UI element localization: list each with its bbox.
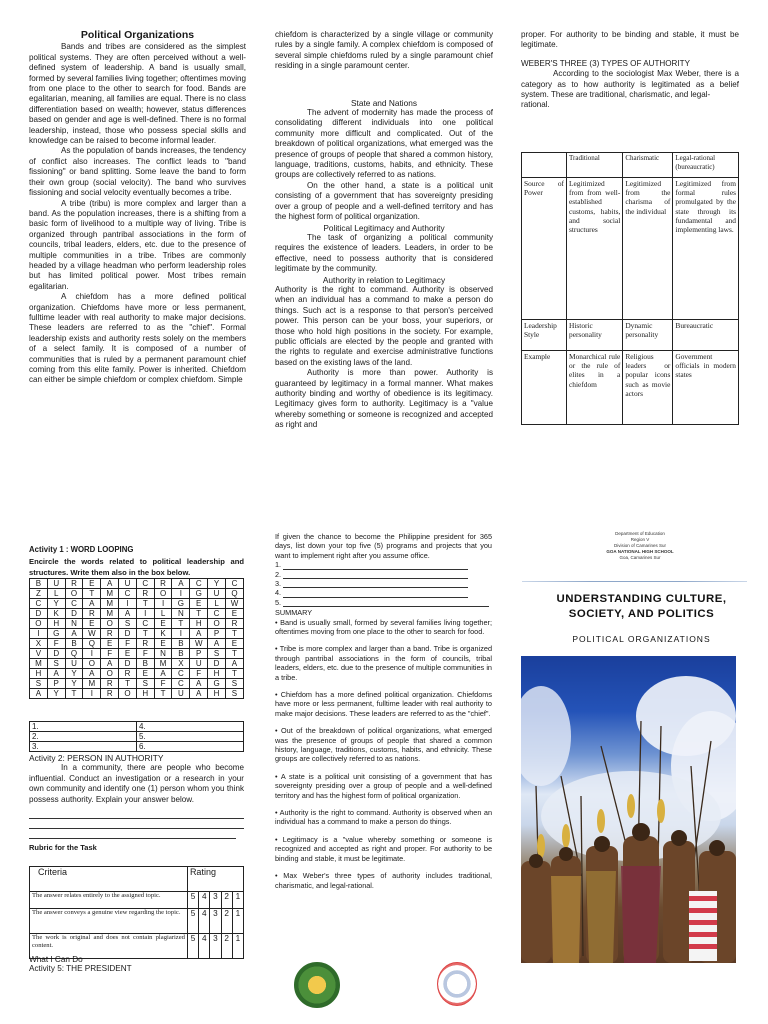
grid-letter-cell[interactable]: D bbox=[30, 609, 48, 619]
paragraph-fissioning: As the population of bands increases, the tendency of conflict also increases. The conflict leads to "band fissioning" or band splitting. Some leave the band to form their own group (social velocity). The band who survives fissioning and social velocity eventually becomes a tribe. bbox=[29, 146, 246, 198]
rubric-criterion: The answer conveys a genuine view regarding the topic. bbox=[30, 909, 188, 934]
grid-letter-cell[interactable]: T bbox=[225, 649, 243, 659]
rating-option[interactable]: 2 bbox=[221, 892, 232, 909]
grid-letter-cell[interactable]: T bbox=[190, 609, 208, 619]
table-header-cell: Traditional bbox=[567, 153, 623, 178]
grid-letter-cell[interactable]: B bbox=[65, 639, 83, 649]
grid-letter-cell[interactable]: Y bbox=[65, 669, 83, 679]
grid-letter-cell[interactable]: R bbox=[101, 689, 119, 699]
rating-option[interactable]: 3 bbox=[210, 892, 221, 909]
grid-letter-cell[interactable]: E bbox=[154, 619, 172, 629]
grid-row bbox=[30, 579, 244, 589]
grid-letter-cell[interactable]: H bbox=[47, 619, 65, 629]
grid-letter-cell[interactable]: Q bbox=[225, 589, 243, 599]
program-line[interactable] bbox=[275, 570, 492, 579]
rating-option[interactable]: 1 bbox=[232, 892, 243, 909]
table-cell: Example bbox=[522, 351, 567, 425]
paragraph-weber-intro: According to the sociologist Max Weber, there is a category as to how authority is legitimated as a belief system. These are traditional, charismatic, and legal- bbox=[521, 69, 739, 100]
summary-bullet: • A state is a political unit consisting of a government that has sovereignty presiding over a group of people and a well-defined territory and has the highest form of political organization. bbox=[275, 771, 492, 800]
rating-option[interactable]: 4 bbox=[199, 909, 210, 934]
grid-letter-cell[interactable]: S bbox=[119, 619, 137, 629]
grid-letter-cell[interactable]: C bbox=[65, 599, 83, 609]
program-line-number: 5. bbox=[275, 597, 282, 607]
grid-letter-cell[interactable]: D bbox=[47, 649, 65, 659]
word-search-grid[interactable] bbox=[29, 578, 244, 699]
grid-letter-cell[interactable]: S bbox=[30, 679, 48, 689]
grid-letter-cell[interactable]: F bbox=[190, 669, 208, 679]
table-row bbox=[522, 320, 739, 351]
school-seal-logo-icon bbox=[437, 962, 477, 1006]
paragraph-legitimacy: The task of organizing a political community requires the existence of leaders. Leaders, in order to be effective, need to possess authority that is considered legitimate by the community. bbox=[275, 232, 493, 274]
cover-subtitle: POLITICAL ORGANIZATIONS bbox=[572, 634, 711, 644]
grid-letter-cell[interactable]: R bbox=[225, 619, 243, 629]
grid-letter-cell[interactable]: A bbox=[190, 689, 208, 699]
grid-letter-cell[interactable]: U bbox=[208, 589, 226, 599]
table-cell: Historic personality bbox=[567, 320, 623, 351]
grid-letter-cell[interactable]: H bbox=[208, 669, 226, 679]
grid-letter-cell[interactable]: C bbox=[30, 599, 48, 609]
grid-letter-cell[interactable]: U bbox=[172, 689, 190, 699]
grid-letter-cell[interactable]: N bbox=[154, 649, 172, 659]
grid-letter-cell[interactable]: R bbox=[101, 679, 119, 689]
grid-letter-cell[interactable]: A bbox=[208, 639, 226, 649]
paragraph-authority: Authority is the right to command. Authority is observed when an individual has a command to make a person do things. Such act is a response to that person's perceived power. This person can be your boss, your superiors, or those who hold high positions in the society. For example, public officials are elected by the people and granted with the rights to regulate and exercise administrative functions based on the existing laws of the land. bbox=[275, 284, 493, 367]
rating-option[interactable]: 3 bbox=[210, 909, 221, 934]
grid-letter-cell[interactable]: G bbox=[172, 599, 190, 609]
grid-row bbox=[30, 659, 244, 669]
table-header-row bbox=[522, 153, 739, 178]
what-i-can-do-heading: What I Can Do bbox=[29, 955, 83, 964]
program-line-blank[interactable] bbox=[283, 590, 468, 598]
grid-letter-cell[interactable]: S bbox=[208, 649, 226, 659]
program-line-number: 3. bbox=[275, 578, 282, 588]
paragraph-state: On the other hand, a state is a political unit consisting of a government that has sovereignty presiding over a group of people and a well-defined territory and has the highest form of political organization. bbox=[275, 180, 493, 222]
rating-option[interactable]: 4 bbox=[199, 934, 210, 959]
grid-letter-cell[interactable]: G bbox=[190, 589, 208, 599]
grid-letter-cell[interactable]: S bbox=[225, 689, 243, 699]
grid-letter-cell[interactable]: B bbox=[30, 579, 48, 589]
answer-row bbox=[30, 722, 244, 732]
table-cell: Legitimized from formal rules promulgated by the state through its fundamental and implementing laws. bbox=[673, 178, 739, 320]
grid-letter-cell[interactable]: C bbox=[225, 579, 243, 589]
grid-letter-cell[interactable]: E bbox=[119, 649, 137, 659]
cover-department: Department of Education bbox=[615, 531, 665, 536]
grid-letter-cell[interactable]: U bbox=[47, 579, 65, 589]
grid-letter-cell[interactable]: T bbox=[136, 599, 154, 609]
table-cell: Legitimized from the charisma of the individual bbox=[623, 178, 673, 320]
cover-divider bbox=[522, 581, 747, 582]
grid-row bbox=[30, 639, 244, 649]
grid-letter-cell[interactable]: M bbox=[101, 609, 119, 619]
rating-option[interactable]: 5 bbox=[187, 892, 198, 909]
activity1-header bbox=[29, 545, 244, 578]
program-line[interactable] bbox=[275, 560, 492, 569]
answer-line[interactable] bbox=[29, 819, 244, 829]
cover-title-line1: UNDERSTANDING CULTURE, bbox=[556, 593, 727, 605]
summary-bullet: • Band is usually small, formed by several families living together; oftentimes moving from one place to the other to search for food. bbox=[275, 617, 492, 636]
grid-letter-cell[interactable]: F bbox=[47, 639, 65, 649]
cover-division: Division of Camarines Sur bbox=[613, 543, 667, 548]
rating-option[interactable]: 3 bbox=[210, 934, 221, 959]
grid-letter-cell[interactable]: R bbox=[154, 579, 172, 589]
grid-letter-cell[interactable]: D bbox=[119, 659, 137, 669]
answer-line[interactable] bbox=[29, 809, 244, 819]
grid-letter-cell[interactable]: E bbox=[83, 619, 101, 629]
program-line-blank[interactable] bbox=[283, 599, 489, 607]
paragraph-legitimacy-continued: proper. For authority to be binding and stable, it must be legitimate. bbox=[521, 30, 739, 50]
rating-option[interactable]: 2 bbox=[221, 934, 232, 959]
program-line-blank[interactable] bbox=[283, 562, 468, 570]
summary-bullet: • Legitimacy is a "value whereby something or someone is recognized and accepted as right and proper. For authority to be binding and stable, it must be legitimate. bbox=[275, 834, 492, 863]
grid-letter-cell[interactable]: C bbox=[172, 679, 190, 689]
grid-letter-cell[interactable]: K bbox=[154, 629, 172, 639]
grid-letter-cell[interactable]: S bbox=[136, 679, 154, 689]
grid-letter-cell[interactable]: A bbox=[154, 669, 172, 679]
program-line-number: 1. bbox=[275, 560, 282, 570]
rubric-title: Rubric for the Task bbox=[29, 843, 97, 853]
activity2-title: Activity 2: PERSON IN AUTHORITY bbox=[29, 753, 164, 763]
grid-letter-cell[interactable]: O bbox=[65, 589, 83, 599]
grid-letter-cell[interactable]: L bbox=[47, 589, 65, 599]
grid-letter-cell[interactable]: O bbox=[208, 619, 226, 629]
grid-letter-cell[interactable]: A bbox=[190, 629, 208, 639]
grid-letter-cell[interactable]: R bbox=[119, 669, 137, 679]
rating-option[interactable]: 1 bbox=[232, 909, 243, 934]
grid-row bbox=[30, 629, 244, 639]
grid-row bbox=[30, 689, 244, 699]
grid-letter-cell[interactable]: H bbox=[190, 619, 208, 629]
grid-letter-cell[interactable]: C bbox=[172, 669, 190, 679]
grid-letter-cell[interactable]: O bbox=[101, 669, 119, 679]
deped-seal-logo-icon bbox=[294, 962, 340, 1008]
cover-title bbox=[515, 592, 768, 621]
grid-letter-cell[interactable]: A bbox=[47, 669, 65, 679]
paragraph-chiefdom: A chiefdom has a more defined political organization. Chiefdoms have more or less permanent, fulltime leader with real authority to make major decisions. These leaders are referred to as the "chief". Formal leadership exists and authority rests solely on the members of a select family. It is composed of a number of communities that is ruled by a permanent paramount chief coming from this elite family. Power is inherited. Chiefdom can either be simple chiefdom or complex chiefdom. Simple bbox=[29, 292, 246, 385]
grid-letter-cell[interactable]: T bbox=[83, 589, 101, 599]
grid-letter-cell[interactable]: P bbox=[190, 649, 208, 659]
spacer bbox=[275, 72, 493, 98]
grid-letter-cell[interactable]: E bbox=[225, 639, 243, 649]
grid-letter-cell[interactable]: Y bbox=[208, 579, 226, 589]
tribal-warriors-illustration bbox=[521, 656, 736, 963]
table-row bbox=[522, 351, 739, 425]
program-line-number: 4. bbox=[275, 588, 282, 598]
grid-letter-cell[interactable]: F bbox=[136, 649, 154, 659]
grid-letter-cell[interactable]: B bbox=[172, 649, 190, 659]
rubric-table bbox=[29, 866, 244, 959]
table-cell: Monarchical rule or the rule of elites in a chiefdom bbox=[567, 351, 623, 425]
grid-letter-cell[interactable]: E bbox=[154, 639, 172, 649]
grid-row bbox=[30, 609, 244, 619]
grid-letter-cell[interactable]: Q bbox=[83, 639, 101, 649]
activity2-section bbox=[29, 753, 244, 853]
paragraph-nations: The advent of modernity has made the process of consolidating different individuals into one political community more difficult and complicated. Out of the breakdown of political organizations, what emerged was the presence of groups of people that shared a common history, language, traditions, customs, habits, and ethnicity. These groups are collectively referred to as nations. bbox=[275, 108, 493, 180]
grid-letter-cell[interactable]: A bbox=[83, 599, 101, 609]
grid-row bbox=[30, 669, 244, 679]
grid-letter-cell[interactable]: D bbox=[119, 629, 137, 639]
what-i-can-do-section bbox=[29, 955, 244, 974]
program-line-blank[interactable] bbox=[283, 571, 468, 579]
answer-box[interactable]: 2. bbox=[30, 732, 137, 742]
activity5-title: Activity 5: THE PRESIDENT bbox=[29, 964, 132, 974]
rubric-criterion: The answer relates entirely to the assigned topic. bbox=[30, 892, 188, 909]
grid-letter-cell[interactable]: A bbox=[30, 689, 48, 699]
grid-letter-cell[interactable]: I bbox=[83, 649, 101, 659]
table-cell: Bureaucratic bbox=[673, 320, 739, 351]
summary-bullet: • Max Weber's three types of authority includes traditional, charismatic, and legal-rational. bbox=[275, 871, 492, 890]
cover-title-line2: SOCIETY, AND POLITICS bbox=[568, 607, 715, 620]
grid-row bbox=[30, 649, 244, 659]
table-header-cell: Legal-rational (bureaucratic) bbox=[673, 153, 739, 178]
grid-letter-cell[interactable]: X bbox=[172, 659, 190, 669]
grid-letter-cell[interactable]: W bbox=[225, 599, 243, 609]
grid-letter-cell[interactable]: R bbox=[136, 639, 154, 649]
cover-institution-block bbox=[575, 531, 705, 561]
table-header-cell bbox=[522, 153, 567, 178]
grid-letter-cell[interactable]: S bbox=[47, 659, 65, 669]
grid-letter-cell[interactable]: D bbox=[208, 659, 226, 669]
summary-bullet: • Tribe is more complex and larger than a band. Tribe is organized through pantribal associations in the form of councils, tribal leaders, elders, etc. due to the presence of multiple communities in a tribe. bbox=[275, 644, 492, 682]
grid-letter-cell[interactable]: A bbox=[101, 659, 119, 669]
rubric-header-criteria: Criteria bbox=[30, 867, 188, 892]
rating-option[interactable]: 5 bbox=[187, 909, 198, 934]
grid-letter-cell[interactable]: I bbox=[172, 629, 190, 639]
rating-option[interactable]: 5 bbox=[187, 934, 198, 959]
summary-bullet: • Chiefdom has a more defined political organization. Chiefdoms have more or less permanent, fulltime leader with real authority to make major decisions. These leaders are referred to as the "chief". bbox=[275, 690, 492, 718]
grid-letter-cell[interactable]: I bbox=[119, 599, 137, 609]
grid-letter-cell[interactable]: O bbox=[154, 589, 172, 599]
grid-letter-cell[interactable]: M bbox=[101, 599, 119, 609]
answer-row bbox=[30, 742, 244, 752]
grid-letter-cell[interactable]: P bbox=[47, 679, 65, 689]
cover-school-name: GOA NATIONAL HIGH SCHOOL bbox=[606, 549, 674, 554]
cover-photo-tribal-warriors bbox=[521, 656, 736, 963]
grid-letter-cell[interactable]: B bbox=[136, 659, 154, 669]
rubric-criterion: The work is original and does not contain plagiarized content. bbox=[30, 934, 188, 959]
grid-letter-cell[interactable]: A bbox=[225, 659, 243, 669]
grid-row bbox=[30, 679, 244, 689]
grid-letter-cell[interactable]: E bbox=[101, 639, 119, 649]
grid-letter-cell[interactable]: F bbox=[101, 649, 119, 659]
grid-letter-cell[interactable]: E bbox=[225, 609, 243, 619]
grid-letter-cell[interactable]: B bbox=[172, 639, 190, 649]
grid-letter-cell[interactable]: O bbox=[30, 619, 48, 629]
table-header-cell: Charismatic bbox=[623, 153, 673, 178]
paragraph-weber-intro-end: rational. bbox=[521, 100, 550, 110]
weber-authority-table bbox=[521, 152, 739, 425]
grid-letter-cell[interactable]: P bbox=[208, 629, 226, 639]
grid-letter-cell[interactable]: D bbox=[65, 609, 83, 619]
panel-state-and-authority bbox=[275, 30, 493, 431]
grid-letter-cell[interactable]: A bbox=[101, 579, 119, 589]
grid-letter-cell[interactable]: E bbox=[136, 669, 154, 679]
grid-letter-cell[interactable]: H bbox=[30, 669, 48, 679]
program-line[interactable] bbox=[275, 598, 492, 607]
grid-letter-cell[interactable]: W bbox=[190, 639, 208, 649]
president-prompt: If given the chance to become the Philippine president for 365 days, list down your top five (5) programs and projects that you want to implement right after you assume office. bbox=[275, 532, 492, 560]
grid-letter-cell[interactable]: M bbox=[30, 659, 48, 669]
cover-school-address: Goa, Camarines Sur bbox=[619, 555, 661, 560]
grid-letter-cell[interactable]: I bbox=[172, 589, 190, 599]
grid-letter-cell[interactable]: I bbox=[154, 599, 172, 609]
grid-letter-cell[interactable]: T bbox=[65, 689, 83, 699]
grid-letter-cell[interactable]: C bbox=[190, 579, 208, 589]
program-line[interactable] bbox=[275, 588, 492, 597]
cover-region: Region V bbox=[630, 537, 650, 542]
grid-letter-cell[interactable]: V bbox=[30, 649, 48, 659]
heading-weber: WEBER'S THREE (3) TYPES OF AUTHORITY bbox=[521, 58, 690, 68]
grid-letter-cell[interactable]: Y bbox=[47, 599, 65, 609]
section-title: Political Organizations bbox=[80, 29, 195, 41]
activity1-instructions: Encircle the words related to political leadership and structures. Write them also in the box below. bbox=[29, 557, 244, 577]
paragraph-chiefdom-continued: chiefdom is characterized by a single village or community rules by a single family. A complex chiefdom is composed of several simple chiefdoms ruled by a single paramount chief residing in a single paramount center. bbox=[275, 30, 493, 71]
summary-bullet: • Authority is the right to command. Authority is observed when an individual has a command to make a person do things. bbox=[275, 808, 492, 827]
grid-letter-cell[interactable]: I bbox=[30, 629, 48, 639]
paragraph-tribe: A tribe (tribu) is more complex and larger than a band. As the population increases, there is a shifting from a basic form of livelihood to a multiple way of living. Tribe is organized through pantribal associations in the form of councils, tribal leaders, elders, etc. due to the presence of multiple communities in a tribe. Tribes are commonly headed by a village headman who perform leadership roles but has limited political power. Most tribes remain egalitarian. bbox=[29, 198, 246, 291]
table-cell: Source of Power bbox=[522, 178, 567, 320]
grid-letter-cell[interactable]: R bbox=[136, 589, 154, 599]
grid-letter-cell[interactable]: R bbox=[65, 579, 83, 589]
rubric-row bbox=[30, 892, 244, 909]
panel-political-organizations bbox=[29, 30, 246, 386]
grid-letter-cell[interactable]: O bbox=[119, 689, 137, 699]
rubric-row bbox=[30, 909, 244, 934]
grid-letter-cell[interactable]: W bbox=[83, 629, 101, 639]
grid-letter-cell[interactable]: A bbox=[172, 579, 190, 589]
grid-letter-cell[interactable]: O bbox=[83, 659, 101, 669]
grid-letter-cell[interactable]: A bbox=[65, 629, 83, 639]
grid-letter-cell[interactable]: A bbox=[83, 669, 101, 679]
summary-heading: SUMMARY bbox=[275, 608, 313, 618]
rubric-header-row bbox=[30, 867, 244, 892]
heading-authority-relation: Authority in relation to Legitimacy bbox=[322, 274, 446, 285]
grid-letter-cell[interactable]: E bbox=[83, 579, 101, 589]
grid-letter-cell[interactable]: U bbox=[190, 659, 208, 669]
answer-box[interactable]: 6. bbox=[137, 742, 244, 752]
grid-letter-cell[interactable]: G bbox=[47, 629, 65, 639]
grid-letter-cell[interactable]: F bbox=[119, 639, 137, 649]
grid-letter-cell[interactable]: C bbox=[136, 619, 154, 629]
grid-letter-cell[interactable]: M bbox=[154, 659, 172, 669]
grid-letter-cell[interactable]: E bbox=[190, 599, 208, 609]
grid-letter-cell[interactable]: M bbox=[83, 679, 101, 689]
grid-letter-cell[interactable]: T bbox=[172, 619, 190, 629]
grid-letter-cell[interactable]: T bbox=[225, 669, 243, 679]
grid-letter-cell[interactable]: M bbox=[101, 589, 119, 599]
grid-row bbox=[30, 619, 244, 629]
grid-letter-cell[interactable]: I bbox=[136, 609, 154, 619]
table-cell: Leadership Style bbox=[522, 320, 567, 351]
grid-letter-cell[interactable]: Y bbox=[65, 679, 83, 689]
grid-letter-cell[interactable]: N bbox=[172, 609, 190, 619]
table-cell: Legitimized from from well-established customs, habits, and social structures bbox=[567, 178, 623, 320]
grid-letter-cell[interactable]: L bbox=[154, 609, 172, 619]
grid-letter-cell[interactable]: Z bbox=[30, 589, 48, 599]
grid-letter-cell[interactable]: G bbox=[208, 679, 226, 689]
rating-option[interactable]: 4 bbox=[199, 892, 210, 909]
grid-letter-cell[interactable]: C bbox=[136, 579, 154, 589]
grid-letter-cell[interactable]: L bbox=[208, 599, 226, 609]
answer-boxes[interactable] bbox=[29, 721, 244, 752]
grid-row bbox=[30, 599, 244, 609]
panel-summary bbox=[275, 532, 492, 890]
grid-letter-cell[interactable]: R bbox=[83, 609, 101, 619]
answer-box[interactable]: 4. bbox=[137, 722, 244, 732]
grid-letter-cell[interactable]: T bbox=[136, 629, 154, 639]
grid-letter-cell[interactable]: T bbox=[154, 689, 172, 699]
table-row bbox=[522, 178, 739, 320]
answer-box[interactable]: 5. bbox=[137, 732, 244, 742]
grid-letter-cell[interactable]: U bbox=[119, 579, 137, 589]
paragraph-authority-power: Authority is more than power. Authority is guaranteed by legitimacy in a formal manner. What makes authority binding and worthy of obedience is its legitimacy. Legitimacy gives form to authority. Legitimacy is a "value whereby something or someone is recognized and accepted as right and bbox=[275, 368, 493, 430]
grid-row bbox=[30, 589, 244, 599]
heading-state-and-nations: State and Nations bbox=[351, 97, 417, 108]
heading-legitimacy: Political Legitimacy and Authority bbox=[323, 222, 445, 233]
program-line-blank[interactable] bbox=[283, 580, 468, 588]
grid-letter-cell[interactable]: T bbox=[225, 629, 243, 639]
program-line-number: 2. bbox=[275, 569, 282, 579]
grid-letter-cell[interactable]: H bbox=[208, 689, 226, 699]
grid-letter-cell[interactable]: C bbox=[119, 589, 137, 599]
table-cell: Dynamic personality bbox=[623, 320, 673, 351]
grid-letter-cell[interactable]: U bbox=[65, 659, 83, 669]
grid-letter-cell[interactable]: I bbox=[83, 689, 101, 699]
answer-box[interactable]: 3. bbox=[30, 742, 137, 752]
table-cell: Government officials in modern states bbox=[673, 351, 739, 425]
activity1-title: Activity 1 : WORD LOOPING bbox=[29, 545, 134, 554]
rating-option[interactable]: 1 bbox=[232, 934, 243, 959]
panel-weber bbox=[521, 30, 739, 111]
grid-letter-cell[interactable]: H bbox=[136, 689, 154, 699]
activity2-instructions: In a community, there are people who become influential. Conduct an investigation or a research in your own community and identify one (1) person whom you think possess authority. Explain your answer below. bbox=[29, 763, 244, 804]
grid-letter-cell[interactable]: Q bbox=[65, 649, 83, 659]
grid-letter-cell[interactable]: O bbox=[101, 619, 119, 629]
grid-letter-cell[interactable]: X bbox=[30, 639, 48, 649]
grid-letter-cell[interactable]: N bbox=[65, 619, 83, 629]
grid-letter-cell[interactable]: C bbox=[208, 609, 226, 619]
answer-box[interactable]: 1. bbox=[30, 722, 137, 732]
grid-letter-cell[interactable]: Y bbox=[47, 689, 65, 699]
grid-letter-cell[interactable]: A bbox=[119, 609, 137, 619]
rubric-header-rating: Rating bbox=[187, 867, 243, 892]
grid-letter-cell[interactable]: K bbox=[47, 609, 65, 619]
grid-letter-cell[interactable]: A bbox=[190, 679, 208, 689]
table-cell: Religious leaders or popular icons such as movie actors bbox=[623, 351, 673, 425]
grid-letter-cell[interactable]: R bbox=[101, 629, 119, 639]
paragraph-bands: Bands and tribes are considered as the simplest political systems. They are often perceived without a well-defined system of leadership. A band is usually small, formed by several families living together; oftentimes moving from one place to the other to search for food. Bands are egalitarian, meaning, all families are equal. There is no class differentiation based on wealth; however, status differences based on gender and age is well-defined. There is no formal leadership, instead, those who possess special skills and knowledge can be raised to become informal leader. bbox=[29, 42, 246, 146]
rating-option[interactable]: 2 bbox=[221, 909, 232, 934]
grid-letter-cell[interactable]: T bbox=[119, 679, 137, 689]
answer-row bbox=[30, 732, 244, 742]
program-list bbox=[275, 560, 492, 607]
grid-letter-cell[interactable]: F bbox=[154, 679, 172, 689]
program-line[interactable] bbox=[275, 579, 492, 588]
grid-letter-cell[interactable]: S bbox=[225, 679, 243, 689]
answer-line[interactable] bbox=[29, 829, 236, 839]
summary-bullet: • Out of the breakdown of political organizations, what emerged was the presence of groups of people that shared a common history, language, traditions, customs, habits, and ethnicity. These groups are collectively referred to as nations. bbox=[275, 726, 492, 764]
